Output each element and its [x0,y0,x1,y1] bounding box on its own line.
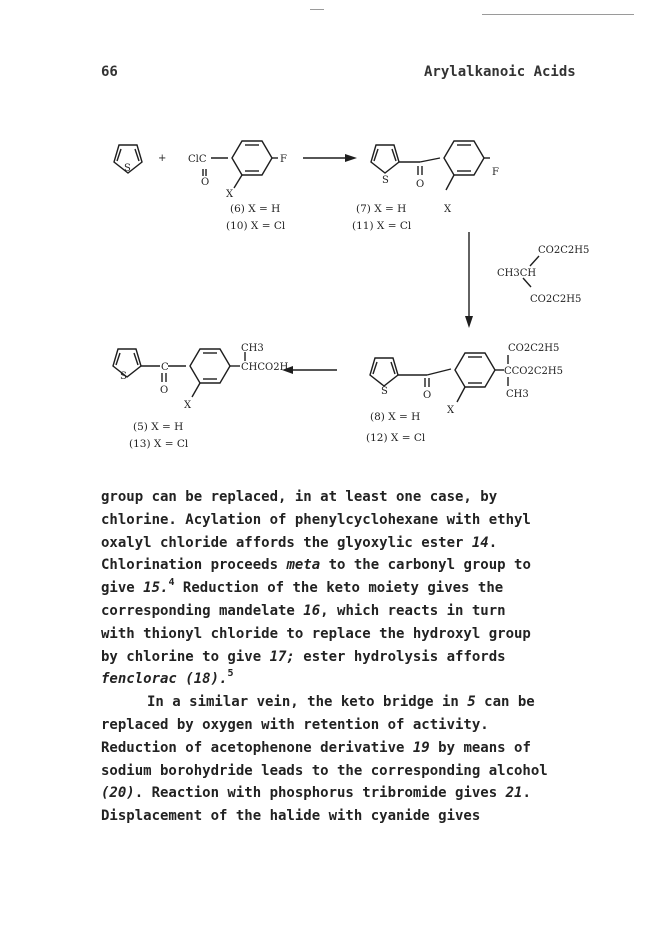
running-title: Arylalkanoic Acids [424,64,576,80]
page-number: 66 [101,64,118,80]
compound-7-label: (7) X = H [356,203,407,215]
benzene-ring [190,349,230,383]
sulfur-label: S [124,163,131,174]
reagent-ester-top: CO2C2H5 [538,245,590,256]
benzene-ring [455,353,495,387]
compound-11-label: (11) X = Cl [352,220,412,232]
paragraph-1: group can be replaced, in at least one case, by chlorine. Acylation of phenylcyclohexane with ethyl oxalyl chloride affords the glyoxylic ester 14. Chlorination proceeds meta to the carbonyl group to give 15.$^4$ Reduction of the keto moiety gives the corresponding mandelate 16, which reacts in turn with thionyl chloride to replace the hydroxyl group by chlorine to give 17; ester hydrolysis affords fenclorac (18).$^5$ [101,489,531,688]
compound-10-label: (10) X = Cl [226,220,286,232]
x-substituent-label: X [184,400,192,411]
compound-6-label: (6) X = H [230,203,281,215]
arrow-head [465,316,473,328]
reagent-ester-bottom: CO2C2H5 [530,294,582,305]
x-substituent-label: X [444,204,452,215]
arrow-head [345,154,357,162]
malonate-methyl: CH3 [506,389,529,400]
fluorine-label: F [280,154,287,165]
x-substituent-label: X [226,189,234,200]
benzene-ring [444,141,484,175]
compound-13-label: (13) X = Cl [129,438,189,450]
paragraph-2: In a similar vein, the keto bridge in 5 can be replaced by oxygen with retention of activity. Reduction of acetophenone derivative 19 by means of sodium borohydride leads to the corresponding alcohol (20). Reaction with phosphorus tribromide gives 21. Displacement of the halide with cyanide gives [101,694,548,825]
sulfur-label: S [382,175,389,186]
oxygen-label: O [201,177,210,188]
plus-sign: + [158,153,167,164]
reagent-ch3ch: CH3CH [497,268,537,279]
oxygen-label: O [160,385,169,396]
benzene-ring [232,141,272,175]
acyl-chloride-label: ClC [188,154,207,165]
compound-12-label: (12) X = Cl [366,432,426,444]
fluorine-label: F [492,167,499,178]
malonate-ester-top: CO2C2H5 [508,343,560,354]
oxygen-label: O [423,390,432,401]
malonate-quaternary-carbon: CCO2C2H5 [504,366,563,377]
methyl-label: CH3 [241,343,264,354]
compound-8-label: (8) X = H [370,411,421,423]
oxygen-label: O [416,179,425,190]
carbon-label: C [161,362,169,373]
body-text [101,486,601,828]
acid-group-label: CHCO2H [241,362,289,373]
x-substituent-label: X [447,405,455,416]
compound-5-label: (5) X = H [133,421,184,433]
sulfur-label: S [381,386,388,397]
sulfur-label: S [120,371,127,382]
